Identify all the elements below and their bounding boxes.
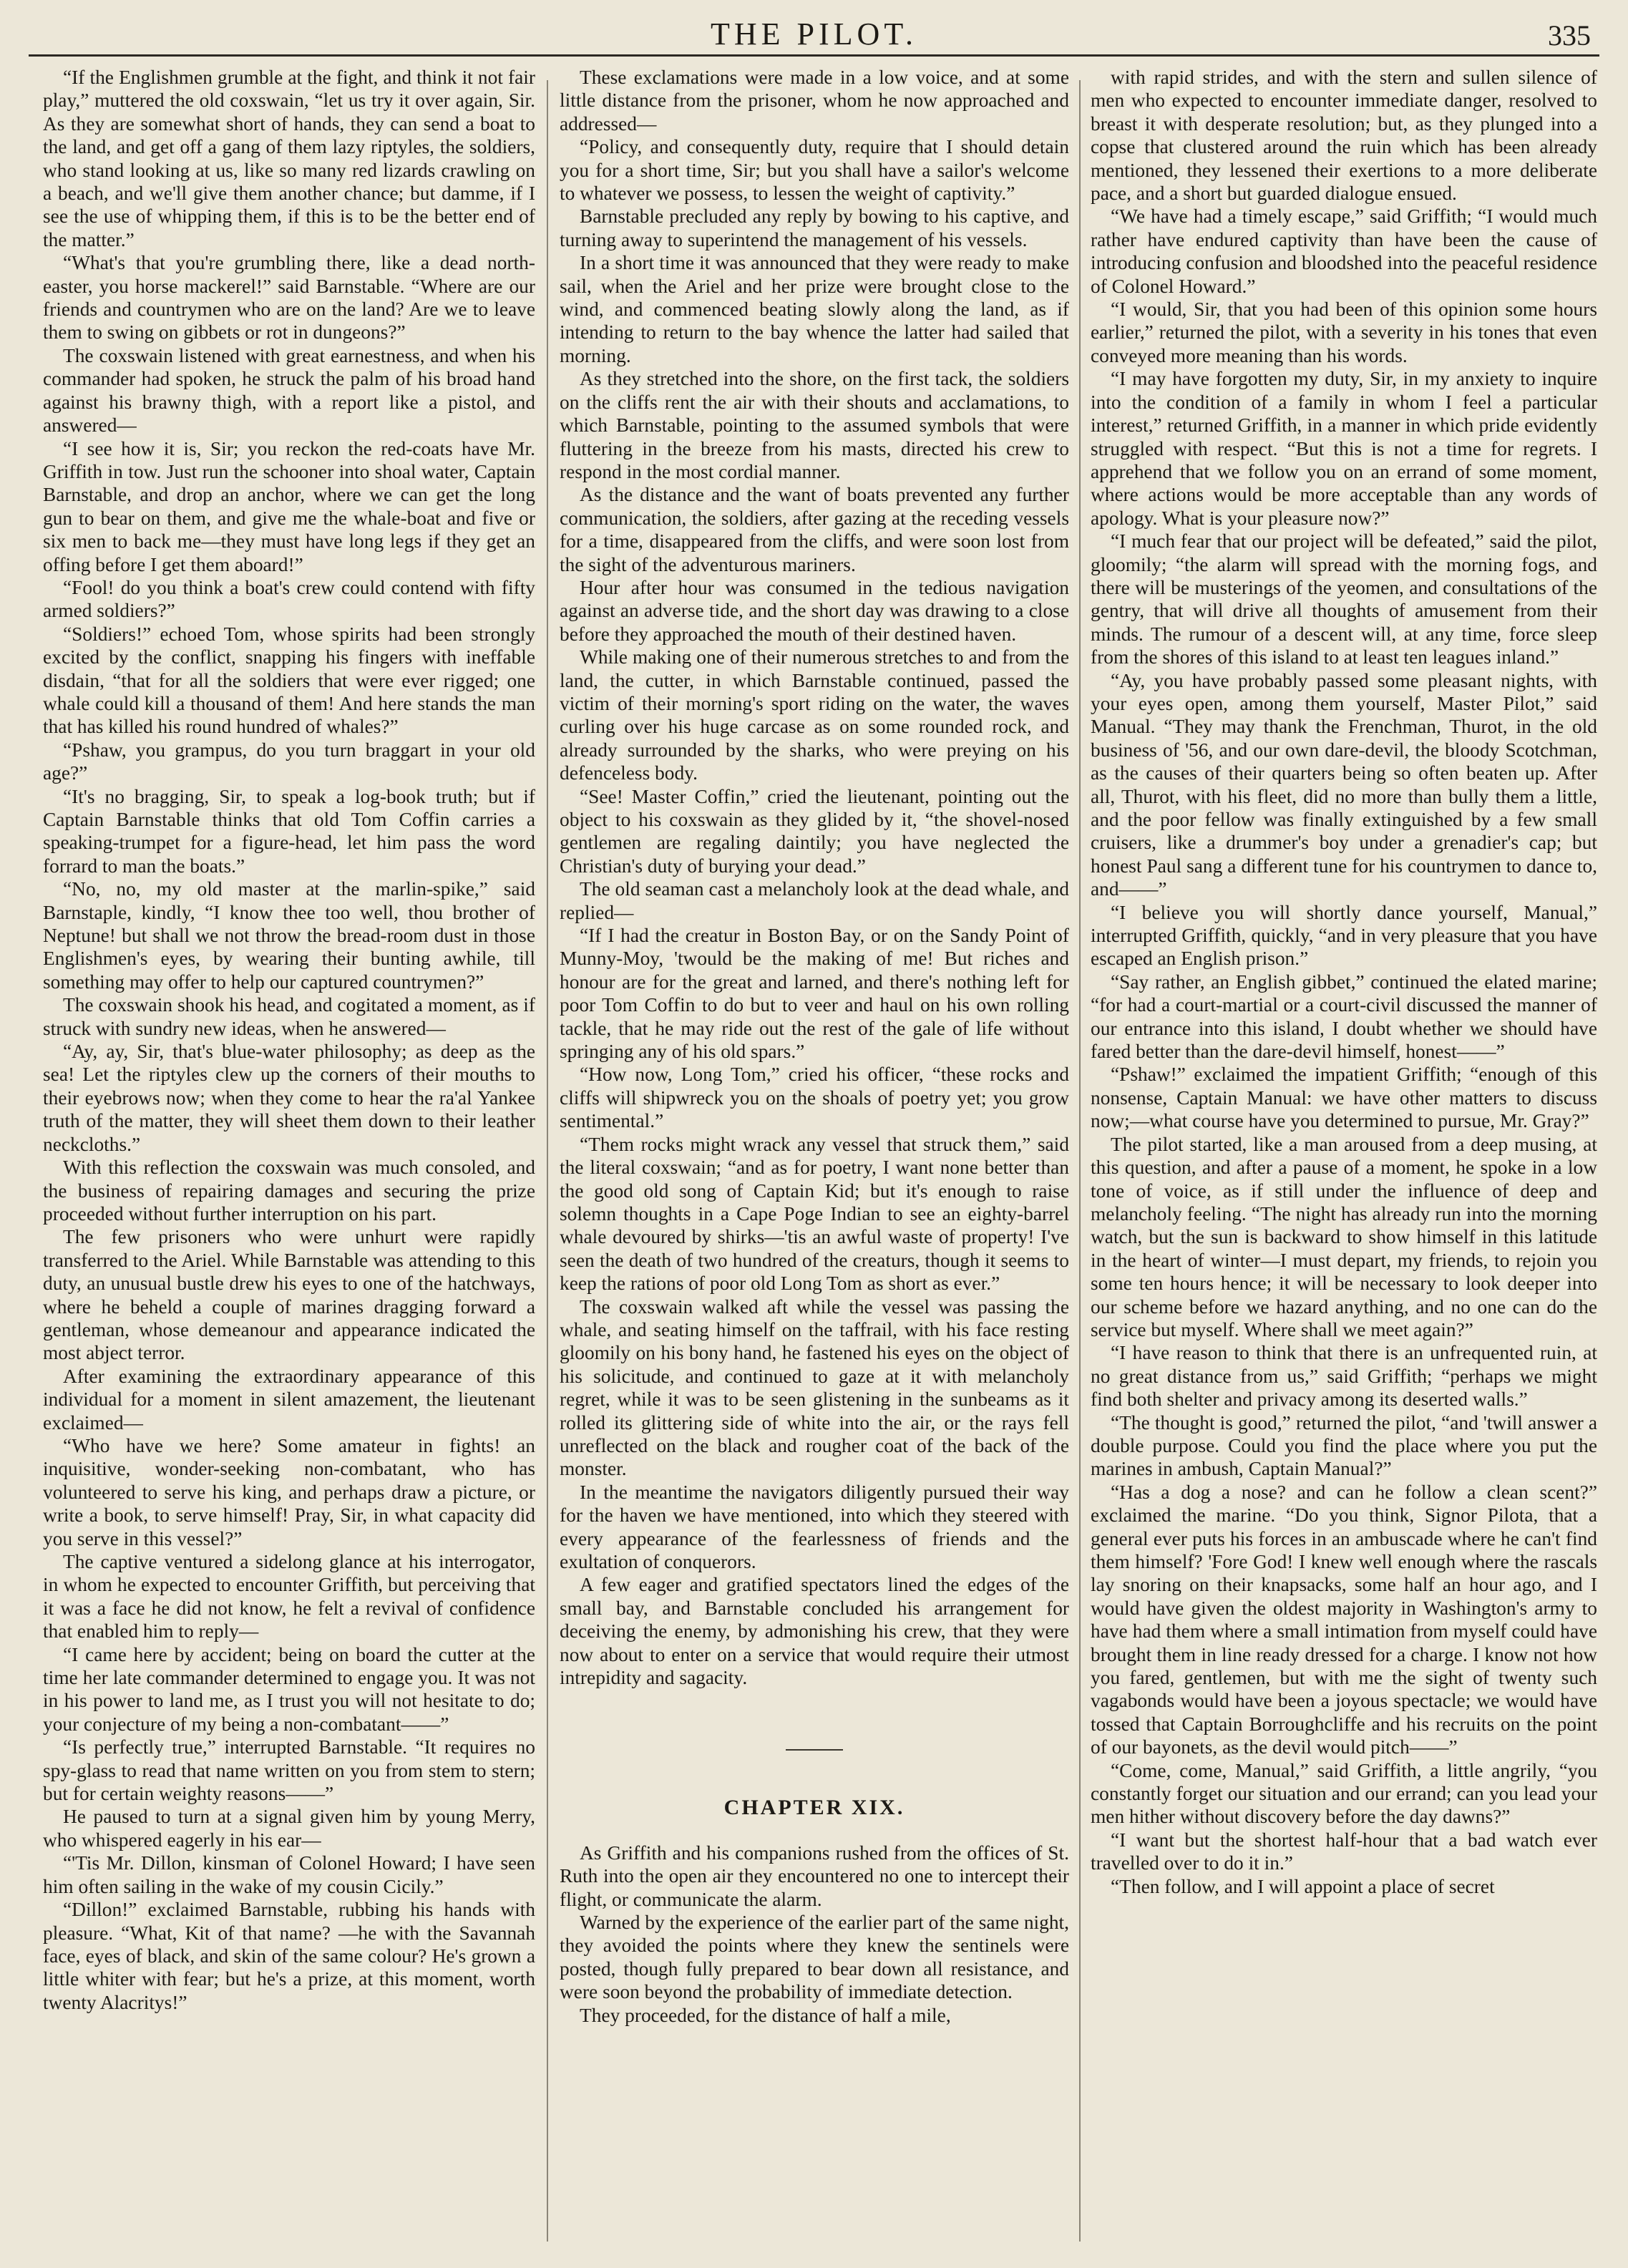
paragraph: The coxswain listened with great earnestness, and when his commander had spoken, he struck the palm of his broad hand against his brawny thigh, with a report like a pistol, and answered— bbox=[43, 344, 535, 437]
paragraph: A few eager and gratified spectators lined the edges of the small bay, and Barnstable concluded his arrangement for deceiving the enemy, by admonishing his crew, that they were now about to enter on a service that would require their utmost intrepidity and sagacity. bbox=[560, 1574, 1069, 1689]
paragraph: “Has a dog a nose? and can he follow a clean scent?” exclaimed the marine. “Do you think, Signor Pilota, that a general ever puts his forces in an ambuscade where he can't find them himself? 'Fore God! I knew well enough where the rascals lay snoring on their knapsacks, some half an hour ago, and I would have given the oldest majority in Washington's army to have had them where a small intimation from myself could have brought them in line ready dressed for a charge. I know not how you fared, gentlemen, but with me the sight of twenty such vagabonds would have been a joyous spectacle; we would have tossed that Captain Borroughcliffe and his recruits on the point of our bayonets, as the devil would pitch——” bbox=[1091, 1481, 1597, 1758]
paragraph: “Pshaw, you grampus, do you turn braggart in your old age?” bbox=[43, 739, 535, 784]
paragraph: As they stretched into the shore, on the first tack, the soldiers on the cliffs rent the air with their shouts and acclamations, to which Barnstable, pointing to the assumed symbols that were fluttering in the breeze from his masts, directed his crew to respond in the most cordial manner. bbox=[560, 368, 1069, 482]
paragraph: The few prisoners who were unhurt were rapidly transferred to the Ariel. While Barnstable was attending to this duty, an unusual bustle drew his eyes to one of the hatchways, where he beheld a couple of marines dragging forward a gentleman, whose demeanour and appearance indicated the most abject terror. bbox=[43, 1226, 535, 1364]
paragraph: “The thought is good,” returned the pilot, “and 'twill answer a double purpose. Could you find the place where you put the marines in ambush, Captain Manual?” bbox=[1091, 1411, 1597, 1480]
paragraph: In a short time it was announced that they were ready to make sail, when the Ariel and her prize were brought close to the wind, and commenced beating slowly along the land, as if intending to return to the bay whence the latter had sailed that morning. bbox=[560, 252, 1069, 366]
paragraph: “I believe you will shortly dance yourself, Manual,” interrupted Griffith, quickly, “and in very pleasure that you have escaped an English prison.” bbox=[1091, 901, 1597, 970]
column-rule bbox=[547, 80, 548, 2242]
paragraph: “I would, Sir, that you had been of this opinion some hours earlier,” returned the pilot, with a severity in his tones that even conveyed more meaning than his words. bbox=[1091, 298, 1597, 366]
paragraph: “Then follow, and I will appoint a place of secret bbox=[1111, 1875, 1495, 1897]
paragraph: “I much fear that our project will be defeated,” said the pilot, gloomily; “the alarm will spread with the morning fogs, and there will be musterings of the yeomen, and consultations of the gentry, that will drive all thoughts of amusement from their minds. The rumour of a descent will, at any time, force sleep from the shores of this island to at least ten leagues inland.” bbox=[1091, 530, 1597, 668]
paragraph: “Dillon!” exclaimed Barnstable, rubbing his hands with pleasure. “What, Kit of that name? —he with the Savannah face, eyes of black, and skin of the same colour? He's grown a little whiter with fear; but he's a prize, at this moment, worth twenty Alacritys!” bbox=[43, 1899, 535, 2013]
paragraph: “If the Englishmen grumble at the fight, and think it not fair play,” muttered the old coxswain, “let us try it over again, Sir. As they are somewhat short of hands, they can send a boat to the land, and get off a gang of them lazy riptyles, the soldiers, who stand looking at us, like so many red lizards crawling on a beach, and we'll give them another chance; but damme, if I see the use of whipping them, if this is to be the better end of the matter.” bbox=[43, 67, 535, 250]
paragraph: As the distance and the want of boats prevented any further communication, the soldiers, after gazing at the receding vessels for a time, disappeared from the cliffs, and were soon lost from the sight of the adventurous mariners. bbox=[560, 484, 1069, 575]
paragraph: The captive ventured a sidelong glance at his interrogator, in whom he expected to encounter Griffith, but perceiving that it was a face he did not know, he felt a revival of confidence that enabled him to reply— bbox=[43, 1551, 535, 1642]
paragraph: “See! Master Coffin,” cried the lieutenant, pointing out the object to his coxswain as they glided by it, “the shovel-nosed gentlemen are regaling daintily; you have neglected the Christian's duty of burying your dead.” bbox=[560, 785, 1069, 877]
paragraph: “'Tis Mr. Dillon, kinsman of Colonel Howard; I have seen him often sailing in the wake of my cousin Cicily.” bbox=[43, 1852, 535, 1897]
text-column-3 bbox=[1091, 66, 1597, 2256]
paragraph: Hour after hour was consumed in the tedious navigation against an adverse tide, and the short day was drawing to a close before they approached the mouth of their destined haven. bbox=[560, 576, 1069, 645]
paragraph: As Griffith and his companions rushed from the offices of St. Ruth into the open air they encountered no one to intercept their flight, or communicate the alarm. bbox=[560, 1841, 1069, 1910]
page-header bbox=[0, 0, 1628, 63]
paragraph: These exclamations were made in a low voice, and at some little distance from the prisoner, whom he now approached and addressed— bbox=[560, 67, 1069, 135]
paragraph: “I see how it is, Sir; you reckon the red-coats have Mr. Griffith in tow. Just run the schooner into shoal water, Captain Barnstable, and drop an anchor, where we can get the long gun to bear on them, and give me the whale-boat and five or six men to back me—they must have long legs if they get an offing before I get them aboard!” bbox=[43, 437, 535, 575]
paragraph: The old seaman cast a melancholy look at the dead whale, and replied— bbox=[560, 878, 1069, 923]
text-column-1 bbox=[43, 66, 535, 2256]
paragraph: “Soldiers!” echoed Tom, whose spirits had been strongly excited by the conflict, snapping his fingers with ineffable disdain, “that for all the soldiers that were ever rigged; one whale could kill a thousand of them! And here stands the man that has killed his round hundred of whales?” bbox=[43, 623, 535, 738]
paragraph: “Is perfectly true,” interrupted Barnstable. “It requires no spy-glass to read that name written on you from stem to stern; but for certain weighty reasons——” bbox=[43, 1736, 535, 1805]
paragraph: “We have had a timely escape,” said Griffith; “I would much rather have endured captivity than have been the cause of introducing confusion and bloodshed into the peaceful residence of Colonel Howard.” bbox=[1091, 205, 1597, 297]
paragraph: The coxswain walked aft while the vessel was passing the whale, and seating himself on the taffrail, with his face resting gloomily on his bony hand, he fastened his eyes on the object of his solicitude, and continued to gaze at it with melancholy regret, while it was to be seen glistening in the sunbeams as it rolled its glittering side of white into the air, or the rays fell unreflected on the black and rougher coat of the back of the monster. bbox=[560, 1295, 1069, 1480]
paragraph: “Them rocks might wrack any vessel that struck them,” said the literal coxswain; “and as for poetry, I want none better than the good old song of Captain Kid; but it's enough to raise solemn thoughts in a Cape Poge Indian to see an eighty-barrel whale devoured by shirks—'tis an awful waste of property! I've seen the death of two hundred of the creaturs, though it seems to keep the rations of poor old Long Tom as short as ever.” bbox=[560, 1133, 1069, 1295]
paragraph: “What's that you're grumbling there, like a dead north-easter, you horse mackerel!” said Barnstable. “Where are our friends and countrymen who are on the land? Are we to leave them to swing on gibbets or rot in dungeons?” bbox=[43, 252, 535, 344]
paragraph: “I have reason to think that there is an unfrequented ruin, at no great distance from us,” said Griffith; “perhaps we might find both shelter and privacy among its deserted walls.” bbox=[1091, 1342, 1597, 1411]
paragraph: After examining the extraordinary appearance of this individual for a moment in silent amazement, the lieutenant exclaimed— bbox=[43, 1365, 535, 1434]
paragraph: While making one of their numerous stretches to and from the land, the cutter, in which Barnstable continued, passed the victim of their morning's sport riding on the water, the waves curling over his huge carcase as on some rounded rock, and already surrounded by the sharks, who were preying on his defenceless body. bbox=[560, 646, 1069, 784]
paragraph: He paused to turn at a signal given him by young Merry, who whispered eagerly in his ear— bbox=[43, 1806, 535, 1851]
paragraph: In the meantime the navigators diligently pursued their way for the haven we have mentioned, into which they steered with every appearance of the fearlessness of friends and the exultation of conquerors. bbox=[560, 1481, 1069, 1572]
paragraph: “It's no bragging, Sir, to speak a log-book truth; but if Captain Barnstable thinks that old Tom Coffin carries a speaking-trumpet for a figure-head, let him pass the word forrard to man the boats.” bbox=[43, 785, 535, 877]
paragraph: “I want but the shortest half-hour that a bad watch ever travelled over to do it in.” bbox=[1091, 1829, 1597, 1874]
paragraph: “How now, Long Tom,” cried his officer, “these rocks and cliffs will shipwreck you on the shoals of poetry yet; you grow sentimental.” bbox=[560, 1064, 1069, 1132]
paragraph: “Fool! do you think a boat's crew could contend with fifty armed soldiers?” bbox=[43, 576, 535, 622]
column-rule bbox=[1079, 80, 1081, 2242]
chapter-heading: CHAPTER XIX. bbox=[723, 1796, 905, 1820]
paragraph: “Who have we here? Some amateur in fights! an inquisitive, wonder-seeking non-combatant, who has volunteered to serve his king, and perhaps draw a picture, or write a book, to serve himself! Pray, Sir, in what capacity did you serve in this vessel?” bbox=[43, 1434, 535, 1549]
paragraph: “Ay, you have probably passed some pleasant nights, with your eyes open, among them yourself, Master Pilot,” said Manual. “They may thank the Frenchman, Thurot, in the old business of '56, and our own dare-devil, the bloody Scotchman, as the causes of their quarters being so often beaten up. After all, Thurot, with his fleet, did no more than bully them a little, and the poor fellow was finally extinguished by a few small cruisers, like a drummer's boy under a grenadier's cap; but honest Paul sang a different tune for his countrymen to dance to, and——” bbox=[1091, 669, 1597, 900]
running-title: THE PILOT. bbox=[711, 16, 917, 52]
paragraph: “Come, come, Manual,” said Griffith, a little angrily, “you constantly forget our situation and our errand; can you lead your men hither without discovery before the day dawns?” bbox=[1091, 1759, 1597, 1828]
paragraph: “Pshaw!” exclaimed the impatient Griffith; “enough of this nonsense, Captain Manual: we have other matters to discuss now;—what course have you determined to pursue, Mr. Gray?” bbox=[1091, 1064, 1597, 1132]
paragraph: The coxswain shook his head, and cogitated a moment, as if struck with sundry new ideas, when he answered— bbox=[43, 994, 535, 1039]
paragraph: They proceeded, for the distance of half a mile, bbox=[580, 2004, 951, 2026]
paragraph: With this reflection the coxswain was much consoled, and the business of repairing damages and securing the prize proceeded without further interruption on his part. bbox=[43, 1157, 535, 1225]
paragraph: Barnstable precluded any reply by bowing to his captive, and turning away to superintend the management of his vessels. bbox=[560, 205, 1069, 250]
paragraph: Warned by the experience of the earlier part of the same night, they avoided the points where they knew the sentinels were posted, though fully prepared to bear down all resistance, and were soon beyond the probability of immediate detection. bbox=[560, 1912, 1069, 2003]
paragraph: “I may have forgotten my duty, Sir, in my anxiety to inquire into the condition of a family in whom I feel a particular interest,” returned Griffith, in a manner in which pride evidently struggled with respect. “But this is not a time for regrets. I apprehend that we follow you on an errand of some moment, where actions would be more acceptable than any words of apology. What is your pleasure now?” bbox=[1091, 368, 1597, 529]
header-rule bbox=[29, 54, 1599, 57]
paragraph: “Say rather, an English gibbet,” continued the elated marine; “for had a court-martial or a court-civil discussed the manner of our entrance into this island, I doubt whether we should have fared better than the dare-devil himself, honest——” bbox=[1091, 970, 1597, 1063]
paragraph: “If I had the creatur in Boston Bay, or on the Sandy Point of Munny-Moy, 'twould be the making of me! But riches and honour are for the great and larned, and there's nothing left for poor Tom Coffin to do but to veer and haul on his own rolling tackle, that he may ride out the rest of the gale of life without springing any of his old spars.” bbox=[560, 925, 1069, 1063]
paragraph: with rapid strides, and with the stern and sullen silence of men who expected to encounter immediate danger, resolved to breast it with desperate resolution; but, as they plunged into a copse that clustered around the ruin which has been already mentioned, they lessened their exertions to a more deliberate pace, and a short but guarded dialogue ensued. bbox=[1091, 67, 1597, 205]
page-number: 335 bbox=[1548, 19, 1591, 52]
chapter-opening bbox=[560, 1841, 1069, 2027]
paragraph: “Ay, ay, Sir, that's blue-water philosophy; as deep as the sea! Let the riptyles clew up the corners of their mouths to their eyebrows now; when they come to hear the ra'al Yankee truth of the matter, they will sheet them down to their leather neckcloths.” bbox=[43, 1041, 535, 1155]
paragraph: The pilot started, like a man aroused from a deep musing, at this question, and after a pause of a moment, he spoke in a low tone of voice, as if still under the influence of deep and melancholy feeling. “The night has already run into the morning watch, but the sun is backward to show himself in this latitude in the heart of winter—I must depart, my friends, to rejoin you some ten hours hence; it will be necessary to look deeper into our scheme before we hazard anything, and no one can do the service but myself. Where shall we meet again?” bbox=[1091, 1133, 1597, 1340]
paragraph: “Policy, and consequently duty, require that I should detain you for a short time, Sir; but you shall have a sailor's welcome to whatever we possess, to lessen the weight of captivity.” bbox=[560, 136, 1069, 205]
text-column-2 bbox=[560, 66, 1069, 2256]
chapter-separator bbox=[786, 1749, 843, 1751]
column-2-body bbox=[560, 66, 1069, 1689]
paragraph: “I came here by accident; being on board the cutter at the time her late commander determined to engage you. It was not in his power to land me, as I trust you will not hesitate to do; your conjecture of my being a non-combatant——” bbox=[43, 1643, 535, 1735]
paragraph: “No, no, my old master at the marlin-spike,” said Barnstaple, kindly, “I know thee too well, thou brother of Neptune! but shall we not throw the bread-room dust in those Englishmen's eyes, by wearing their bunting awhile, till something may offer to help our captured countrymen?” bbox=[43, 878, 535, 993]
